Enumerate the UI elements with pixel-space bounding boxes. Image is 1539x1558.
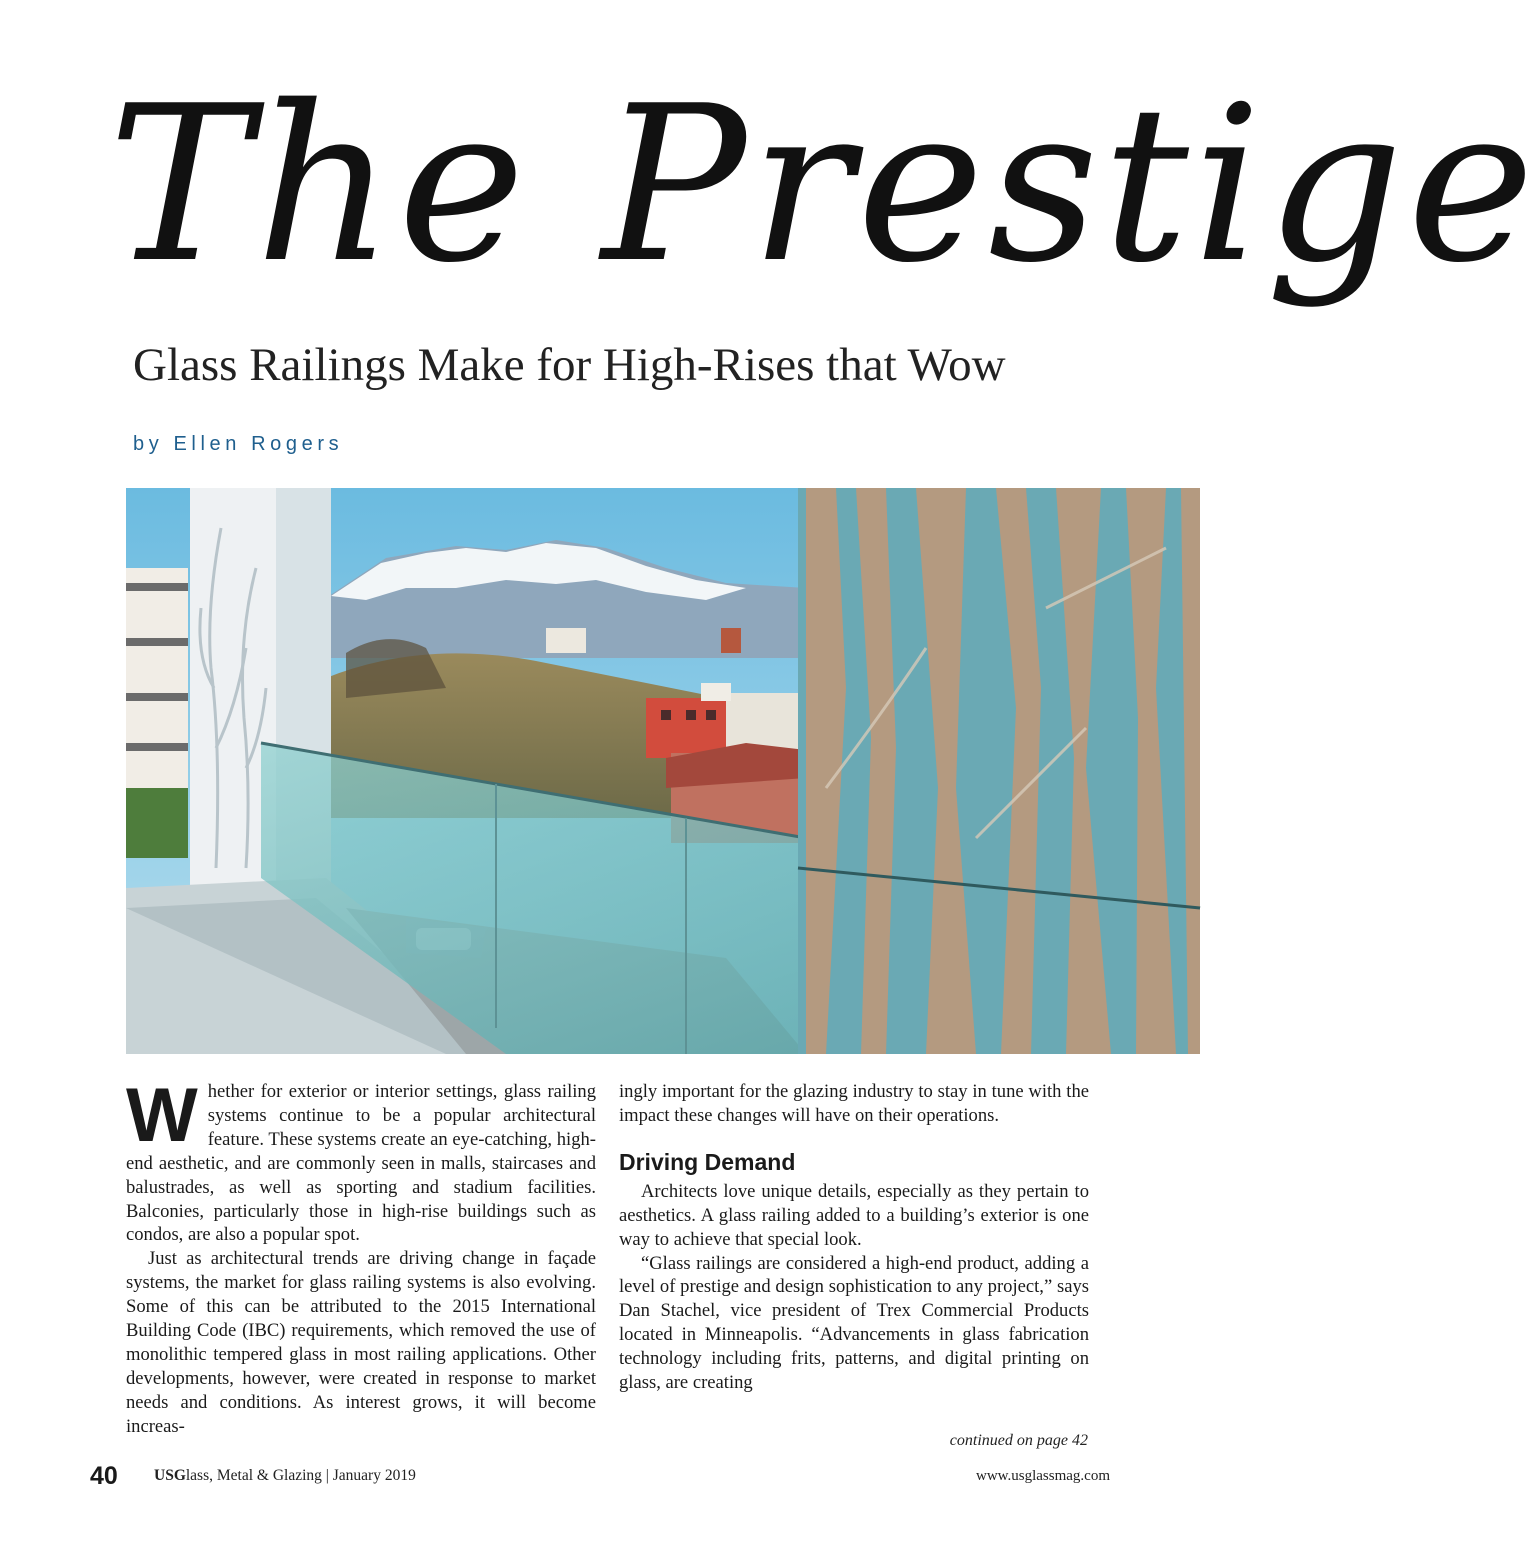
photo-illustration	[126, 488, 1200, 1054]
issue-date: January 2019	[332, 1467, 416, 1484]
publication-name-bold: USG	[154, 1467, 186, 1484]
article-column-1	[126, 1073, 596, 1439]
drop-cap: W	[126, 1073, 198, 1158]
byline: by Ellen Rogers	[133, 433, 344, 455]
page-number: 40	[90, 1462, 118, 1490]
paragraph-text: hether for exterior or interior settings, glass railing systems continue to be a popular architectural feature. These systems create an eye-catching, high-end aesthetic, and are commonly seen in malls, staircases and balustrades, as well as sporting and stadium facilities. Balconies, particularly those in high-rise buildings such as condos, are also a popular spot.	[126, 1081, 596, 1246]
article-column-2	[619, 1080, 1089, 1395]
paragraph: Architects love unique details, especially as they pertain to aesthetics. A glass railing added to a building’s exterior is one way to achieve that special look.	[619, 1180, 1089, 1250]
paragraph: “Glass railings are considered a high-end product, adding a level of prestige and design sophistication to any project,” says Dan Stachel, vice president of Trex Commercial Products located in Minneapolis. “Advancements in glass fabrication technology including frits, patterns, and digital printing on glass, are creating	[619, 1252, 1089, 1394]
paragraph: ingly important for the glazing industry to stay in tune with the impact these changes will have on their operations.	[619, 1081, 1089, 1126]
footer-publication	[154, 1467, 416, 1485]
footer-separator: |	[325, 1467, 329, 1484]
subhead: Glass Railings Make for High-Rises that Wow	[133, 339, 1006, 391]
website-url[interactable]: www.usglassmag.com	[975, 1468, 1110, 1484]
balcony-glass-railing-mountain-view-photo	[126, 488, 1200, 1054]
headline: The Prestige	[108, 59, 1539, 310]
section-heading: Driving Demand	[619, 1148, 796, 1175]
paragraph: Just as architectural trends are driving change in façade systems, the market for glass railing systems is also evolving. Some of this can be attributed to the 2015 International Building Code (IBC) requirements, which removed the use of monolithic tempered glass in most railing applications. Other developments, however, were created in response to market needs and conditions. As interest grows, it will become increas-	[126, 1248, 596, 1437]
publication-name-rest: lass, Metal & Glazing	[185, 1467, 322, 1484]
continued-note: continued on page 42	[949, 1432, 1088, 1449]
paragraph	[126, 1073, 596, 1247]
